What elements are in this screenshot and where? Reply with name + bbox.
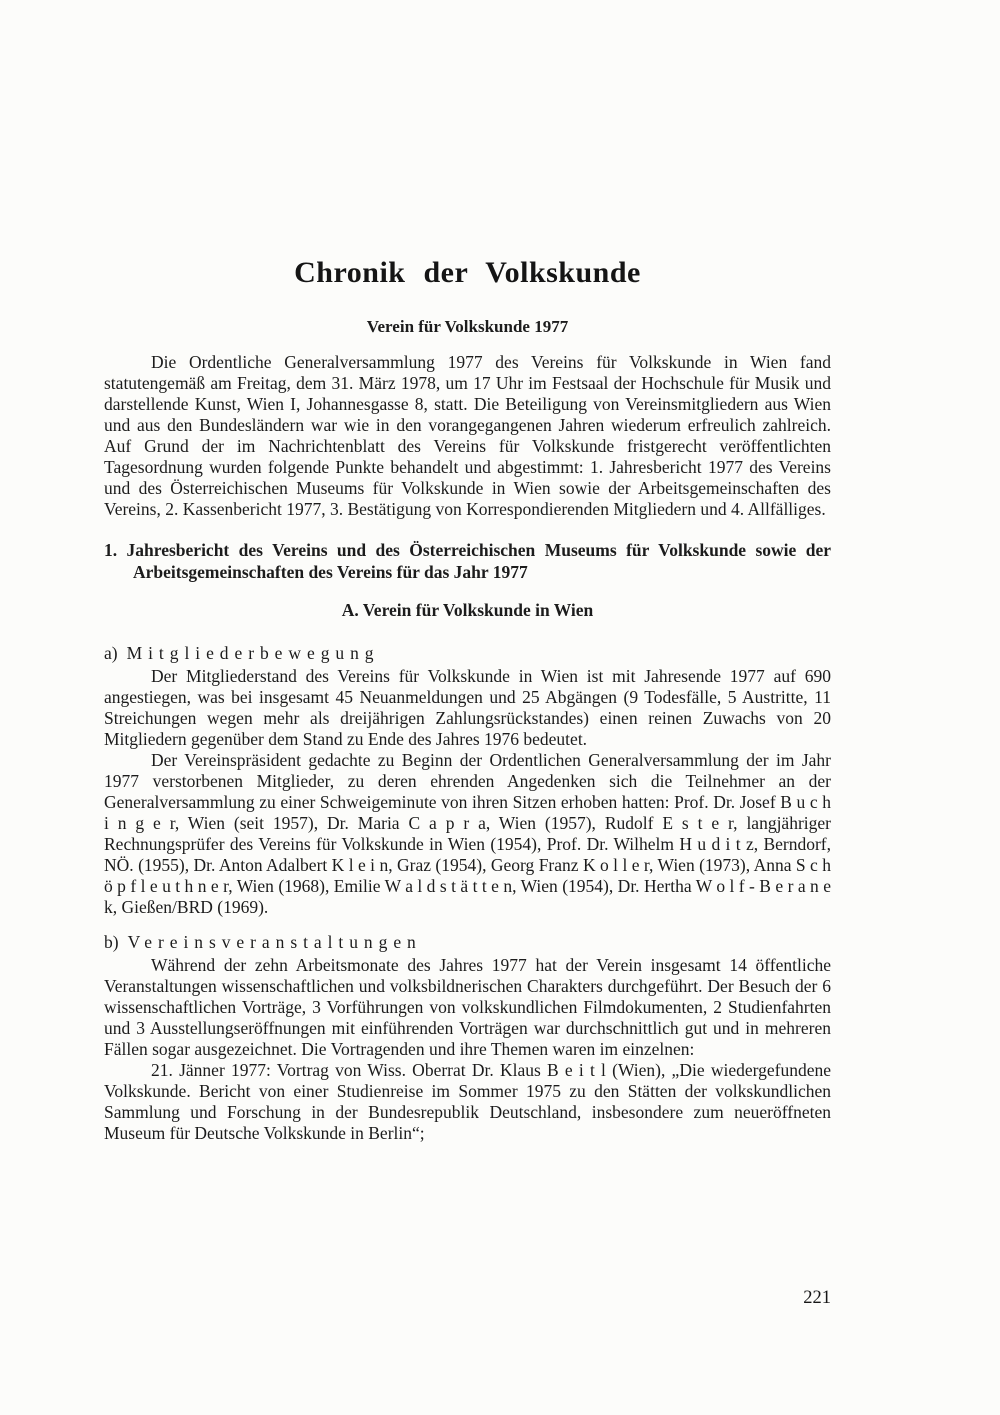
intro-paragraph: Die Ordentliche Generalversammlung 1977 des Vereins für Volkskunde in Wien fand statutengemäß am Freitag, dem 31. März 1978, um 17 Uhr im Festsaal der Hochschule für Musik und darstellende Kunst, Wien I, Johannesgasse 8, statt. Die Beteiligung von Vereinsmitgliedern aus Wien und aus den Bundesländern war wie in den vorangegangenen Jahren wiederum erfreulich zahlreich. Auf Grund der im Nachrichtenblatt des Vereins für Volkskunde fristgerecht veröffentlichten Tagesordnung wurden folgende Punkte behandelt und abgestimmt: 1. Jahresbericht 1977 des Vereins und des Österreichischen Museums für Volkskunde in Wien sowie der Arbeitsgemeinschaften des Vereins, 2. Kassenbericht 1977, 3. Bestätigung von Korrespondierenden Mitgliedern und 4. Allfälliges. bbox=[104, 352, 831, 519]
section-label-a bbox=[104, 643, 831, 664]
subsection-heading-a: A. Verein für Volkskunde in Wien bbox=[341, 600, 594, 620]
section-label-a-prefix: a) bbox=[104, 643, 118, 663]
section-heading-1: 1. Jahresbericht des Vereins und des Österreichischen Museums für Volkskunde sowie der Arbeitsgemeinschaften des Vereins für das Jahr 1977 bbox=[104, 540, 831, 582]
section-label-a-text: Mitgliederbewegung bbox=[126, 643, 380, 663]
paragraph-membership-2: Der Vereinspräsident gedachte zu Beginn der Ordentlichen Generalversammlung der im Jahr 1977 verstorbenen Mitglieder, zu deren ehrenden Angedenken sich die Teilnehmer an der Generalversammlung zu einer Schweigeminute von ihren Sitzen erhoben hatten: Prof. Dr. Josef B u c h i n g e r, Wien (seit 1957), Dr. Maria C a p r a, Wien (1957), Rudolf E s t e r, langjähriger Rechnungsprüfer des Vereins für Volkskunde in Wien (1954), Prof. Dr. Wilhelm H u d i t z, Berndorf, NÖ. (1955), Dr. Anton Adalbert K l e i n, Graz (1954), Georg Franz K o l l e r, Wien (1973), Anna S c h ö p f l e u t h n e r, Wien (1968), Emilie W a l d s t ä t t e n, Wien (1954), Dr. Hertha W o l f - B e r a n e k, Gießen/BRD (1969). bbox=[104, 750, 831, 917]
section-label-b bbox=[104, 932, 831, 953]
page-subtitle: Verein für Volkskunde 1977 bbox=[366, 317, 569, 336]
page-title: Chronik der Volkskunde bbox=[294, 256, 641, 289]
paragraph-events-2: 21. Jänner 1977: Vortrag von Wiss. Oberrat Dr. Klaus B e i t l (Wien), „Die wiedergefundene Volkskunde. Bericht von einer Studienreise im Sommer 1975 zu den Stätten der volkskundlichen Sammlung und Forschung in der Bundesrepublik Deutschland, insbesondere zum neueröffneten Museum für Deutsche Volkskunde in Berlin“; bbox=[104, 1060, 831, 1143]
page-number: 221 bbox=[803, 1288, 831, 1308]
section-label-b-text: Vereinsveranstaltungen bbox=[127, 932, 422, 952]
section-label-b-prefix: b) bbox=[104, 932, 119, 952]
paragraph-membership-1: Der Mitgliederstand des Vereins für Volkskunde in Wien ist mit Jahresende 1977 auf 690 angestiegen, was bei insgesamt 45 Neuanmeldungen und 25 Abgängen (9 Todesfälle, 5 Austritte, 11 Streichungen wegen mehr als dreijährigen Zahlungsrückstandes) einen reinen Zuwachs von 20 Mitgliedern gegenüber dem Stand zu Ende des Jahres 1976 bedeutet. bbox=[104, 666, 831, 749]
paragraph-events-1: Während der zehn Arbeitsmonate des Jahres 1977 hat der Verein insgesamt 14 öffentliche Veranstaltungen wissenschaftlichen und volksbildnerischen Charakters durchgeführt. Der Besuch der 6 wissenschaftlichen Vorträge, 3 Vorführungen von volkskundlichen Filmdokumenten, 2 Studienfahrten und 3 Ausstellungseröffnungen mit einführenden Vorträgen war durchschnittlich gut und in mehreren Fällen sogar ausgezeichnet. Die Vortragenden und ihre Themen waren im einzelnen: bbox=[104, 955, 831, 1059]
